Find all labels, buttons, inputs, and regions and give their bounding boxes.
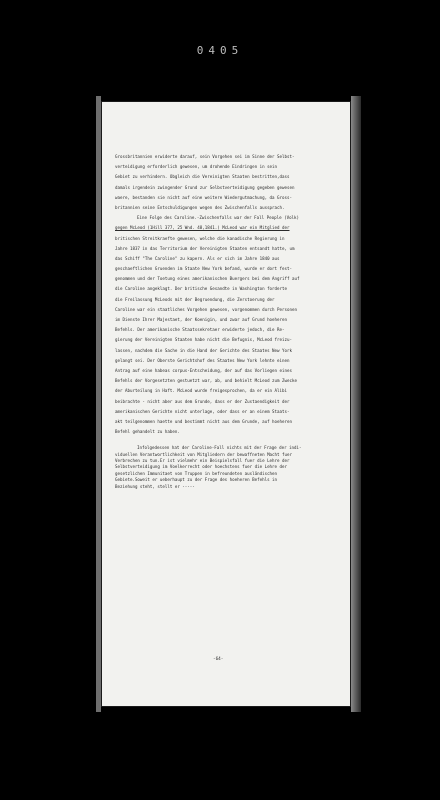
- text-line: das Schiff "The Caroline" zu kapern. Als er sich im Jahre 1840 aus: [115, 255, 280, 261]
- page-right-edge: [351, 96, 361, 712]
- text-line: Gebiet zu verhindern. Obgleich die Vereinigten Staaten bestritten,dass: [115, 174, 290, 180]
- text-line: Befehls. Der amerikanische Staatssekretaer erwiderte jedoch, die Re-: [115, 327, 285, 333]
- text-line: Infolgedessen hat der Caroline-Fall nichts mit der Frage der indi-: [137, 445, 302, 451]
- frame-number: 0405: [196, 44, 244, 57]
- text-line: amerikanischen Gerichte nicht unterlage, oder dass er an einem Staats-: [115, 408, 290, 414]
- text-line: verteidigung erforderlich gewesen, um drohende Eindringen in sein: [115, 164, 278, 170]
- text-line: geschaeftlichen Gruenden im Staate New York befand, wurde er dort fest-: [115, 266, 292, 272]
- text-line: Verbrechen zu tun.Er ist vielmehr ein Beispielsfall fuer die Lehre der: [115, 458, 290, 464]
- text-line: Jahre 1837 in das Territorium der Vereinigten Staaten entsandt hatte, um: [115, 245, 295, 251]
- text-line: gelangt sei. Der Oberste Gerichtshof des Staates New York lehnte einen: [115, 357, 290, 363]
- text-line: lassen, nachdem die Sache in die Hand der Gerichte des Staates New York: [115, 347, 292, 353]
- text-line: Antrag auf eine habeas corpus-Entscheidung, der auf das Vorliegen eines: [115, 367, 292, 373]
- text-line: gierung der Vereinigten Staaten habe nicht die Befugnis, McLeod freizu-: [115, 337, 292, 343]
- text-line: die Caroline angeklagt. Der britische Gesandte in Washington forderte: [115, 286, 288, 292]
- text-line: Befehls der Vorgesetzten gestuetzt war, ab, und behielt McLeod zum Zwecke: [115, 378, 297, 384]
- text-line: akt teilgenommen haette und bestimmt nicht aus dem Grunde, auf hoeheren: [115, 418, 292, 424]
- text-line: waere, bestanden sie nicht auf eine weitere Wiedergutmachung, da Gross-: [115, 194, 292, 200]
- text-line: genommen und der Toetung eines amerikanischen Buergers bei dem Angriff auf: [115, 276, 300, 282]
- text-line: britischen Streitkraefte gewesen, welche die kanadische Regierung in: [115, 235, 285, 241]
- text-line: Befehl gehandelt zu haben.: [115, 429, 180, 435]
- text-line: viduellen Verantwortlichkeit von Mitgliedern der bewaffneten Macht fuer: [115, 451, 292, 457]
- text-line: Selbstverteidigung im Voelkerrecht oder hoechstens fuer die Lehre der: [115, 464, 288, 470]
- document-page: [101, 101, 351, 707]
- text-line: gegen McLeod (1Hill 377, 25 Wnd. 48,1841.) McLeod war ein Mitglied der: [115, 225, 290, 231]
- text-line: Grossbritannien erwiderte darauf, sein Vorgehen sei im Sinne der Selbst-: [115, 154, 295, 159]
- text-line: Eine Folge des Caroline.-Zwischenfalls war der Fall People (Volk): [137, 215, 300, 221]
- text-line: Gebiete.Soweit er ueberhaupt zu der Frage des hoeheren Befehls in: [115, 477, 278, 483]
- document-text: [115, 152, 340, 490]
- text-line: damals irgendein zwingender Grund zur Selbstverteidigung gegeben gewesen: [115, 184, 295, 190]
- text-line: der Aburteilung in Haft. McLeod wurde freigesprochen, da er ein Alibi: [115, 388, 288, 394]
- paragraph-3: [115, 445, 340, 490]
- text-line: britannien seine Entschuldigungen wegen des Zwischenfalls aussprach.: [115, 204, 285, 210]
- paragraph-1: [115, 152, 340, 213]
- text-line: Beziehung steht, stellt er -----: [115, 483, 195, 489]
- text-line: im Dienste Ihrer Majestaet, der Koenigin, und zwar auf Grund hoeheren: [115, 317, 288, 322]
- text-line: beibrachte - nicht aber aus dem Grunde, dass er der Zustaendigkeit der: [115, 398, 290, 404]
- text-line: gesetzlichen Immunitaet von Truppen in befreundeten ausländischen: [115, 470, 278, 476]
- paragraph-gap: [115, 437, 340, 445]
- page-number: -64-: [213, 657, 224, 662]
- text-line: die Freilassung McLeods mit der Begruendung, die Zerstoerung der: [115, 296, 275, 302]
- text-line: Caroline war ein staatliches Vorgehen gewesen, vorgenommen durch Personen: [115, 306, 297, 312]
- paragraph-2: [115, 213, 340, 437]
